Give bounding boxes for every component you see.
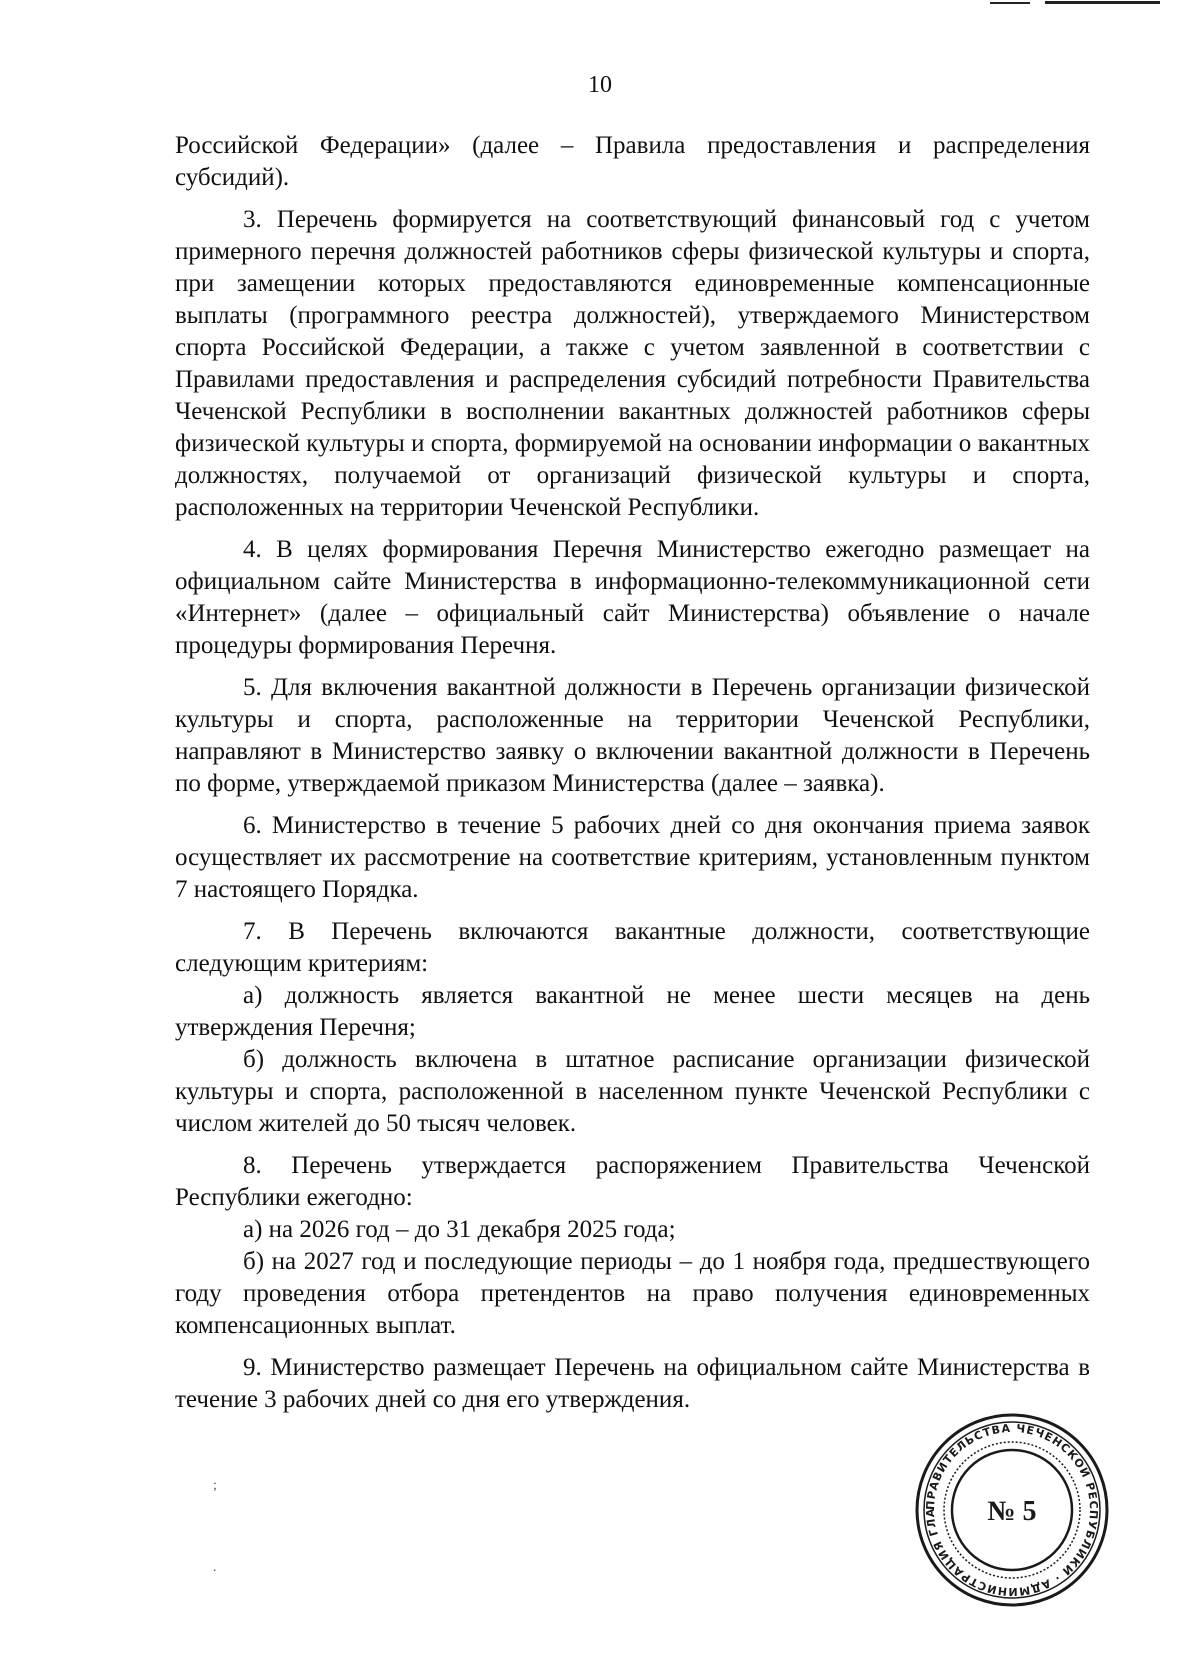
paragraph-3: 3. Перечень формируется на соответствующий финансовый год с учетом примерного перечня должностей работников сферы физической культуры и спорта, при замещении которых предоставляются единовременные компенсационные выплаты (программного реестра должностей), утверждаемого Министерством спорта Российской Федерации, а также с учетом заявленной в соответствии с Правилами предоставления и распределения субсидий потребности Правительства Чеченской Республики в восполнении вакантных должностей работников сферы физической культуры и спорта, формируемой на основании информации о вакантных должностях, получаемой от организаций физической культуры и спорта, расположенных на территории Чеченской Республики. — [175, 206, 1090, 521]
margin-mark: ; — [213, 1478, 217, 1493]
paragraph-5: 5. Для включения вакантной должности в Перечень организации физической культуры и спорта, расположенные на территории Чеченской Республики, направляют в Министерство заявку о включении вакантной должности в Перечень по форме, утверждаемой приказом Министерства (далее – заявка). — [175, 674, 1090, 797]
official-seal-stamp — [912, 1410, 1112, 1610]
top-edge-mark — [990, 0, 1160, 6]
document-body — [175, 130, 1090, 1416]
margin-mark: . — [213, 1560, 217, 1575]
paragraph-7a: а) должность является вакантной не менее шести месяцев на день утверждения Перечня; — [175, 982, 1090, 1041]
paragraph-8b: б) на 2027 год и последующие периоды – до 1 ноября года, предшествующего году проведения отбора претендентов на право получения единовременных компенсационных выплат. — [175, 1248, 1090, 1339]
seal-ring-text: ПРАВИТЕЛЬСТВА ЧЕЧЕНСКОЙ РЕСПУБЛИКИ · АДМИНИСТРАЦИЯ ГЛА — [923, 1421, 1101, 1599]
paragraph-7b: б) должность включена в штатное расписание организации физической культуры и спорта, расположенной в населенном пункте Чеченской Республики с числом жителей до 50 тысяч человек. — [175, 1046, 1090, 1137]
paragraph-6: 6. Министерство в течение 5 рабочих дней со дня окончания приема заявок осуществляет их рассмотрение на соответствие критериям, установленным пунктом 7 настоящего Порядка. — [175, 812, 1090, 903]
paragraph-continuation: Российской Федерации» (далее – Правила предоставления и распределения субсидий). — [175, 132, 1090, 191]
paragraph-8a: а) на 2026 год – до 31 декабря 2025 года; — [243, 1216, 676, 1243]
paragraph-8: 8. Перечень утверждается распоряжением Правительства Чеченской Республики ежегодно: — [175, 1152, 1090, 1211]
seal-number: № 5 — [987, 1496, 1037, 1527]
paragraph-7: 7. В Перечень включаются вакантные должности, соответствующие следующим критериям: — [175, 918, 1090, 977]
paragraph-4: 4. В целях формирования Перечня Министерство ежегодно размещает на официальном сайте Министерства в информационно-телекоммуникационной сети «Интернет» (далее – официальный сайт Министерства) объявление о начале процедуры формирования Перечня. — [175, 536, 1090, 659]
paragraph-9: 9. Министерство размещает Перечень на официальном сайте Министерства в течение 3 рабочих дней со дня его утверждения. — [175, 1354, 1090, 1413]
seal-icon — [912, 1410, 1112, 1610]
page-number: 10 — [588, 72, 612, 98]
